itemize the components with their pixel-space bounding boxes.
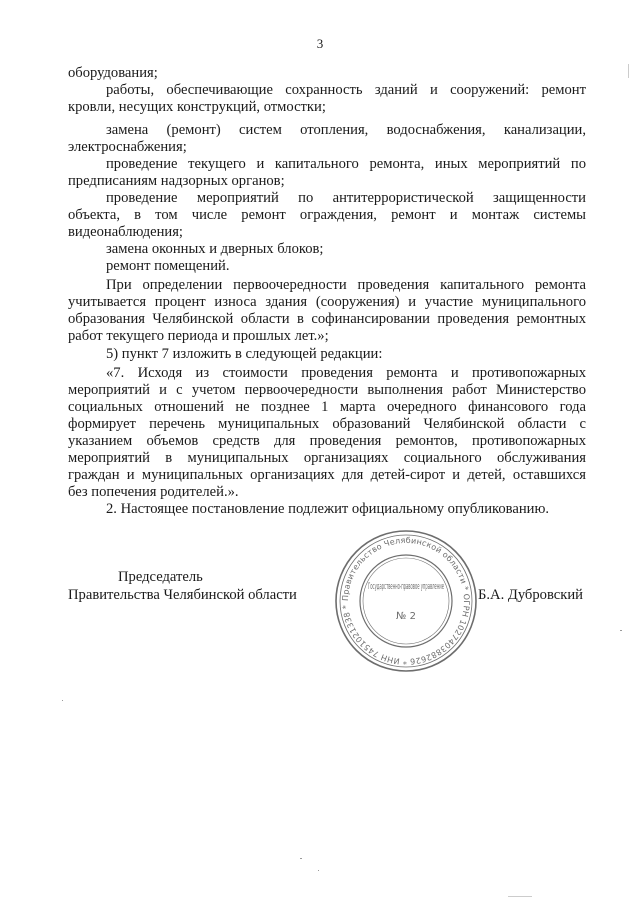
scan-artifact	[628, 64, 629, 78]
scan-artifact	[62, 700, 63, 701]
page-number: 3	[316, 36, 324, 51]
text-line: оборудования;	[68, 65, 158, 81]
text-line: без попечения родителей.».	[68, 484, 239, 500]
text-line: 2. Настоящее постановление подлежит официальному опубликованию.	[106, 501, 550, 517]
scan-artifact	[620, 630, 622, 631]
official-seal-stamp	[332, 527, 480, 675]
text-line: предписаниям надзорных органов;	[68, 173, 285, 189]
scan-artifact	[300, 858, 302, 859]
seal-inner-text: Государственно-правовое управление	[368, 582, 444, 592]
signatory-name: Б.А. Дубровский	[478, 587, 583, 603]
text-line: объекта, в том числе ремонт ограждения, ремонт и монтаж системы	[68, 207, 586, 223]
text-line: кровли, несущих конструкций, отмостки;	[68, 99, 326, 115]
text-line: видеонаблюдения;	[68, 224, 183, 240]
scan-artifact	[508, 896, 532, 897]
text-line: проведение текущего и капитального ремонта, иных мероприятий по	[106, 156, 586, 172]
seal-number: № 2	[396, 611, 416, 622]
text-line: указанием объемов средств для проведения ремонтов, противопожарных	[68, 433, 586, 449]
text-line: замена оконных и дверных блоков;	[106, 241, 324, 257]
text-line: «7. Исходя из стоимости проведения ремонта и противопожарных	[106, 365, 586, 381]
scan-artifact	[318, 870, 319, 871]
text-line: формирует перечень муниципальных образований Челябинской области с	[68, 416, 586, 432]
text-line: работ текущего периода и прошлых лет.»;	[68, 328, 329, 344]
text-line: образования Челябинской области в софинансировании проведения ремонтных	[68, 311, 586, 327]
text-line: мероприятий и с учетом первоочередности выполнения работ Министерство	[68, 382, 586, 398]
seal-outer-text: Правительство Челябинской области * ОГРН 1027403882626 * ИНН 7451021338 *	[340, 535, 472, 667]
text-line: электроснабжения;	[68, 139, 187, 155]
text-line: работы, обеспечивающие сохранность зданий и сооружений: ремонт	[106, 82, 586, 98]
signatory-organization: Правительства Челябинской области	[68, 587, 297, 603]
text-line: замена (ремонт) систем отопления, водоснабжения, канализации,	[106, 122, 586, 138]
text-line: граждан и муниципальных организациях для детей-сирот и детей, оставшихся	[68, 467, 586, 483]
text-line: учитывается процент износа здания (сооружения) и участие муниципального	[68, 294, 586, 310]
text-line: 5) пункт 7 изложить в следующей редакции:	[106, 346, 383, 362]
text-line: социальных отношений не позднее 1 марта очередного финансового года	[68, 399, 586, 415]
text-line: ремонт помещений.	[106, 258, 230, 274]
text-line: мероприятий в муниципальных организациях социального обслуживания	[68, 450, 586, 466]
text-line: проведение мероприятий по антитеррористической защищенности	[106, 190, 586, 206]
signatory-title: Председатель	[118, 569, 203, 585]
text-line: При определении первоочередности проведения капитального ремонта	[106, 277, 586, 293]
